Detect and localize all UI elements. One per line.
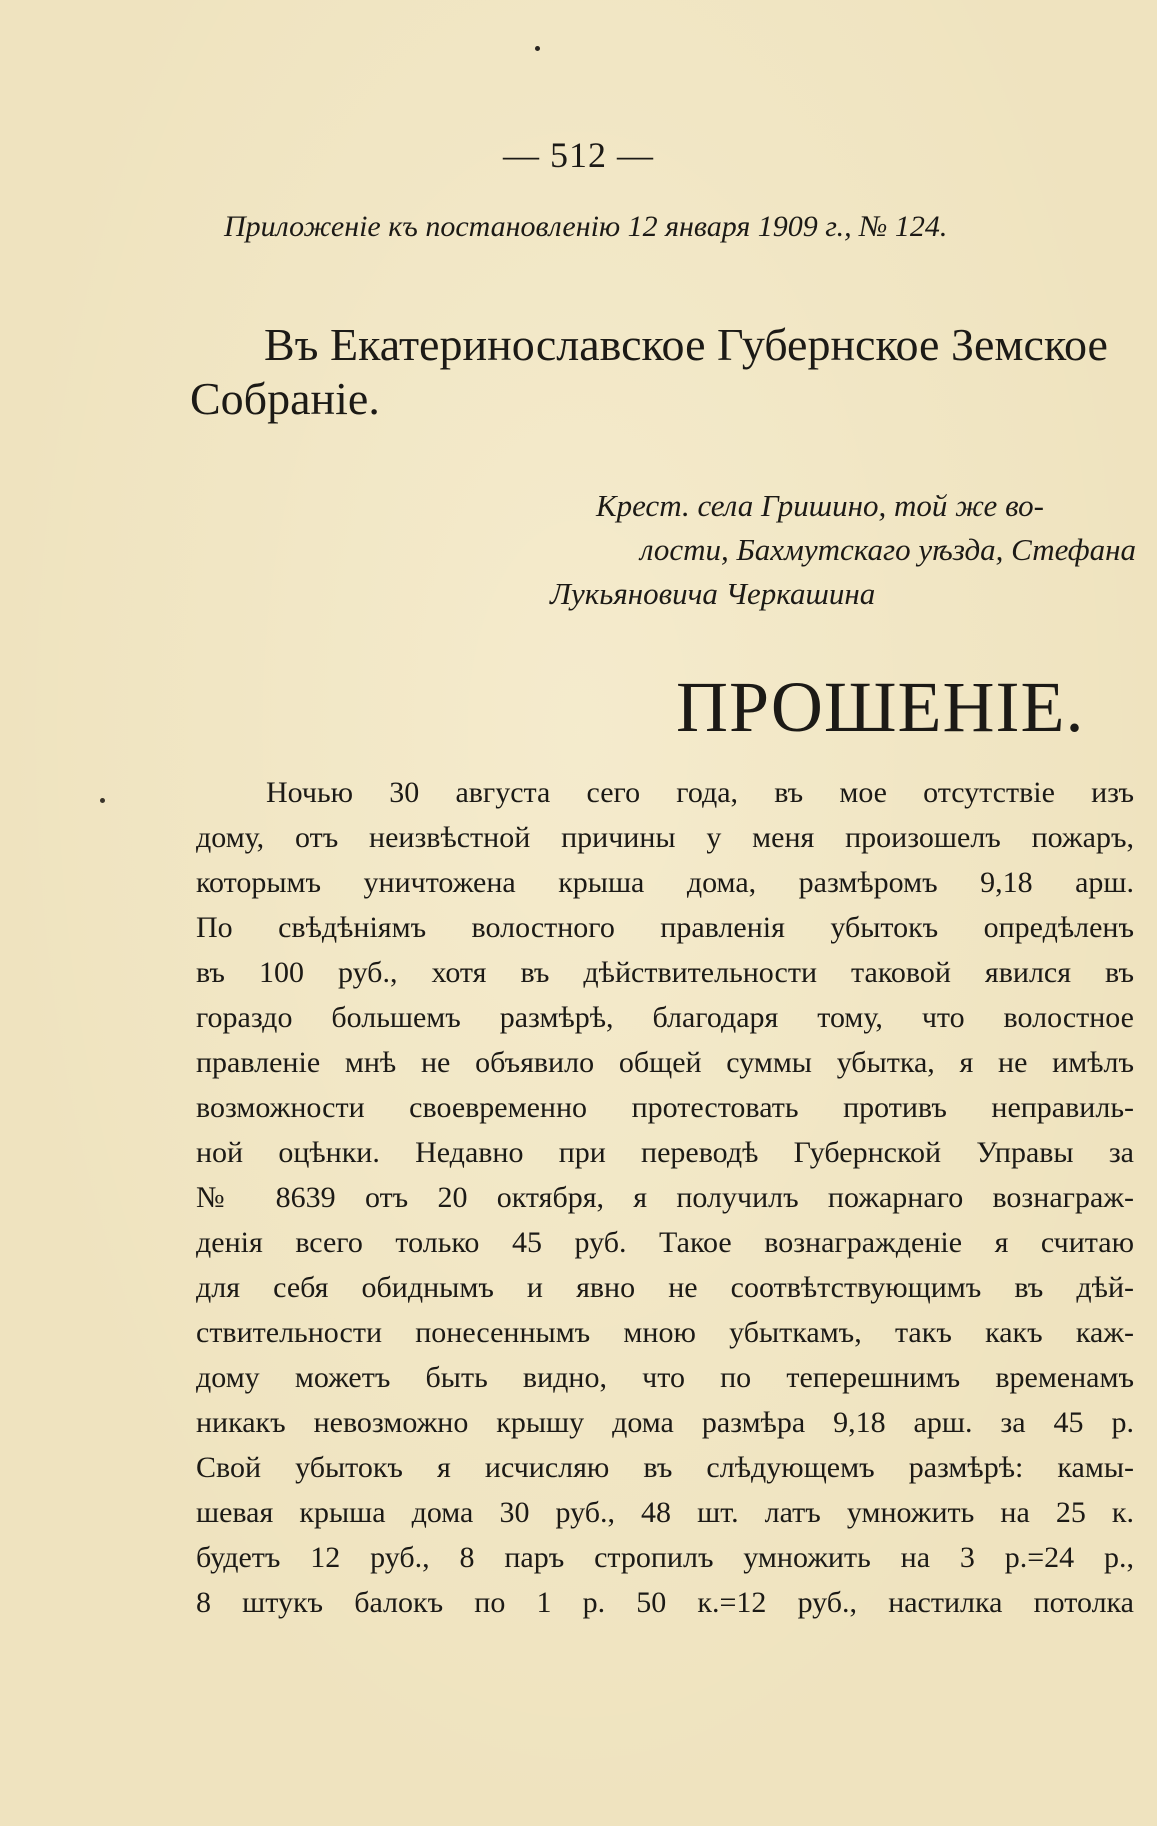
body-line: По свѣдѣнiямъ волостного правленiя убытокъ опредѣленъ xyxy=(196,911,1134,944)
petitioner-block xyxy=(550,484,1136,616)
body-line: ной оцѣнки. Недавно при переводѣ Губернской Управы за xyxy=(196,1136,1134,1169)
body-line: въ 100 руб., хотя въ дѣйствительности таковой явился въ xyxy=(196,956,1134,989)
body-line: для себя обиднымъ и явно не соотвѣтствующимъ въ дѣй- xyxy=(196,1271,1134,1304)
body-line: дому можетъ быть видно, что по теперешнимъ временамъ xyxy=(196,1361,1134,1394)
body-line: шевая крыша дома 30 руб., 48 шт. латъ умножить на 25 к. xyxy=(196,1496,1134,1529)
margin-mark xyxy=(100,798,105,803)
addressee-line-2: Собранiе. xyxy=(190,373,380,424)
addressee-line-1: Въ Екатеринославское Губернское Земское xyxy=(264,319,1108,370)
body-line: 8 штукъ балокъ по 1 р. 50 к.=12 руб., настилка потолка xyxy=(196,1586,1134,1619)
petition-body xyxy=(196,770,1134,1625)
body-line: № 8639 отъ 20 октября, я получилъ пожарнаго вознаграж- xyxy=(196,1181,1134,1214)
appendix-reference: Приложенiе къ постановленiю 12 января 1909 г., № 124. xyxy=(224,210,948,243)
body-line: которымъ уничтожена крыша дома, размѣромъ 9,18 арш. xyxy=(196,866,1134,899)
body-line: Свой убытокъ я исчисляю въ слѣдующемъ размѣрѣ: камы- xyxy=(196,1451,1134,1484)
body-line: будетъ 12 руб., 8 паръ стропилъ умножить на 3 р.=24 р., xyxy=(196,1541,1134,1574)
body-line: денiя всего только 45 руб. Такое вознагражденiе я считаю xyxy=(196,1226,1134,1259)
body-line: никакъ невозможно крышу дома размѣра 9,18 арш. за 45 р. xyxy=(196,1406,1134,1439)
petitioner-line-3: Лукьяновича Черкашина xyxy=(550,576,876,611)
body-line: дому, отъ неизвѣстной причины у меня произошелъ пожаръ, xyxy=(196,821,1134,854)
body-line: правленiе мнѣ не объявило общей суммы убытка, я не имѣлъ xyxy=(196,1046,1134,1079)
addressee-heading xyxy=(190,318,1136,426)
body-line: Ночью 30 августа сего года, въ мое отсутствiе изъ xyxy=(266,776,1134,809)
petitioner-line-2: лости, Бахмутскаго уѣзда, Стефана xyxy=(639,532,1136,567)
body-line: возможности своевременно протестовать противъ неправиль- xyxy=(196,1091,1134,1124)
page-number: — 512 — xyxy=(503,135,654,175)
petitioner-line-1: Крест. села Гришино, той же во- xyxy=(596,488,1044,523)
body-line: ствительности понесеннымъ мною убыткамъ, такъ какъ каж- xyxy=(196,1316,1134,1349)
document-title: ПРОШЕНIЕ. xyxy=(676,667,1085,747)
printer-dot xyxy=(535,46,540,51)
body-line: гораздо большемъ размѣрѣ, благодаря тому, что волостное xyxy=(196,1001,1134,1034)
